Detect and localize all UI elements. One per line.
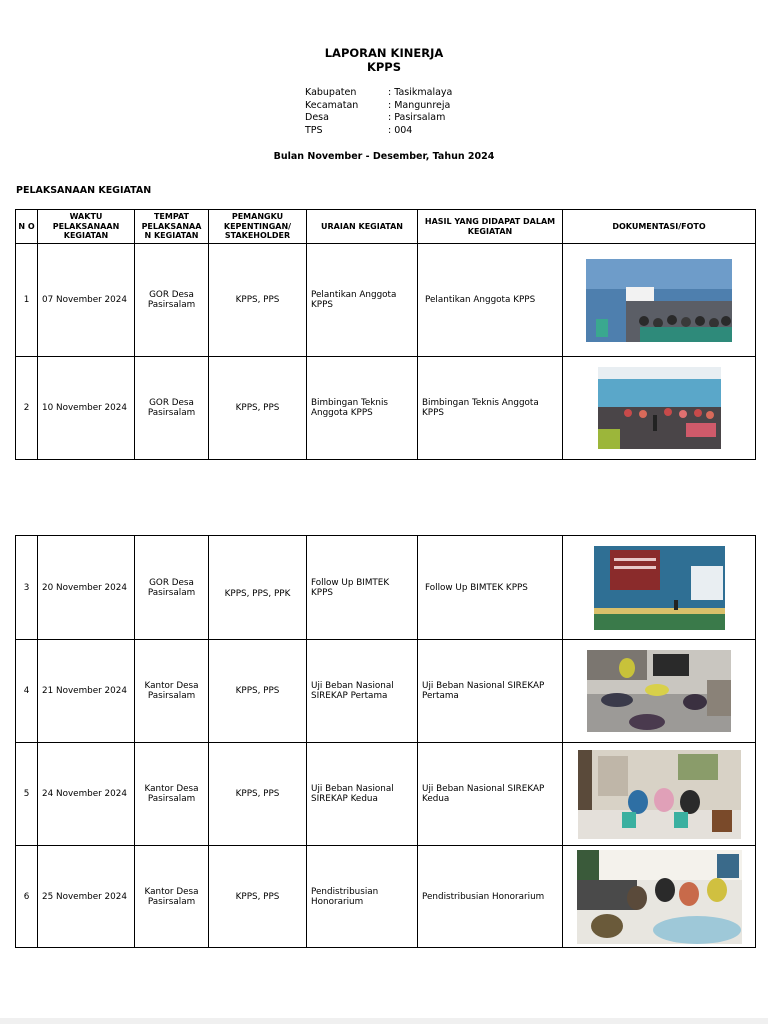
table-row [16,846,756,948]
row-activity: Pelantikan Anggota KPPS [307,244,418,357]
row-result: Uji Beban Nasional SIREKAP Kedua [418,743,563,846]
activity-photo [577,850,742,944]
activity-table-page-2 [15,535,756,948]
report-subtitle: KPPS [366,60,402,74]
row-stakeholder: KPPS, PPS, PPK [209,536,307,640]
row-activity: Bimbingan Teknis Anggota KPPS [307,357,418,460]
header-dokumentasi: DOKUMENTASI/FOTO [563,210,756,244]
meta-value: : 004 [388,124,413,136]
report-meta [305,87,452,137]
row-place: Kantor Desa Pasirsalam [135,846,209,948]
row-place: GOR Desa Pasirsalam [135,357,209,460]
table-row [16,743,756,846]
row-stakeholder: KPPS, PPS [209,244,307,357]
row-stakeholder: KPPS, PPS [209,357,307,460]
row-number: 2 [16,357,38,460]
table-row [16,357,756,460]
activity-photo [598,367,721,449]
header-no: N O [16,210,38,244]
row-result: Pendistribusian Honorarium [418,846,563,948]
table-row [16,640,756,743]
meta-label: TPS [305,124,323,136]
row-photo-cell [563,743,756,846]
row-date: 07 November 2024 [38,244,135,357]
row-place: GOR Desa Pasirsalam [135,244,209,357]
meta-kabupaten [305,87,452,100]
meta-value: : Pasirsalam [388,112,446,124]
row-date: 25 November 2024 [38,846,135,948]
row-stakeholder: KPPS, PPS [209,743,307,846]
row-number: 3 [16,536,38,640]
row-photo-cell [563,846,756,948]
row-number: 1 [16,244,38,357]
report-title: LAPORAN KINERJA [324,46,444,60]
row-number: 4 [16,640,38,743]
row-date: 24 November 2024 [38,743,135,846]
row-date: 10 November 2024 [38,357,135,460]
row-result: Uji Beban Nasional SIREKAP Pertama [418,640,563,743]
activity-photo [587,650,731,732]
meta-kecamatan [305,100,452,113]
activity-table-page-1 [15,209,756,460]
meta-tps [305,125,452,138]
report-period: Bulan November - Desember, Tahun 2024 [273,151,495,162]
row-result: Pelantikan Anggota KPPS [418,244,563,357]
row-activity: Uji Beban Nasional SIREKAP Pertama [307,640,418,743]
row-stakeholder: KPPS, PPS [209,846,307,948]
activity-photo [578,750,741,839]
meta-value: : Mangunreja [388,99,451,111]
meta-value: : Tasikmalaya [388,87,453,98]
header-waktu: WAKTU PELAKSANAAN KEGIATAN [38,210,135,244]
row-activity: Follow Up BIMTEK KPPS [307,536,418,640]
row-result: Bimbingan Teknis Anggota KPPS [418,357,563,460]
row-photo-cell [563,536,756,640]
table-header-row [16,210,756,244]
meta-desa [305,112,452,125]
row-activity: Uji Beban Nasional SIREKAP Kedua [307,743,418,846]
row-photo-cell [563,357,756,460]
header-hasil: HASIL YANG DIDAPAT DALAM KEGIATAN [418,210,563,244]
page-footer-strip [0,1018,768,1024]
meta-label: Kecamatan [305,99,359,111]
meta-label: Desa [305,112,329,124]
table-row [16,536,756,640]
header-tempat: TEMPAT PELAKSANAA N KEGIATAN [135,210,209,244]
row-number: 5 [16,743,38,846]
activity-photo [586,259,732,342]
row-stakeholder: KPPS, PPS [209,640,307,743]
meta-label: Kabupaten [305,87,357,98]
section-heading: PELAKSANAAN KEGIATAN [16,185,152,196]
row-result: Follow Up BIMTEK KPPS [418,536,563,640]
row-place: Kantor Desa Pasirsalam [135,640,209,743]
row-date: 21 November 2024 [38,640,135,743]
row-activity: Pendistribusian Honorarium [307,846,418,948]
header-pemangku: PEMANGKU KEPENTINGAN/ STAKEHOLDER [209,210,307,244]
header-uraian: URAIAN KEGIATAN [307,210,418,244]
row-place: Kantor Desa Pasirsalam [135,743,209,846]
row-place: GOR Desa Pasirsalam [135,536,209,640]
table-row [16,244,756,357]
activity-photo [594,546,725,630]
row-date: 20 November 2024 [38,536,135,640]
row-number: 6 [16,846,38,948]
row-photo-cell [563,640,756,743]
row-photo-cell [563,244,756,357]
